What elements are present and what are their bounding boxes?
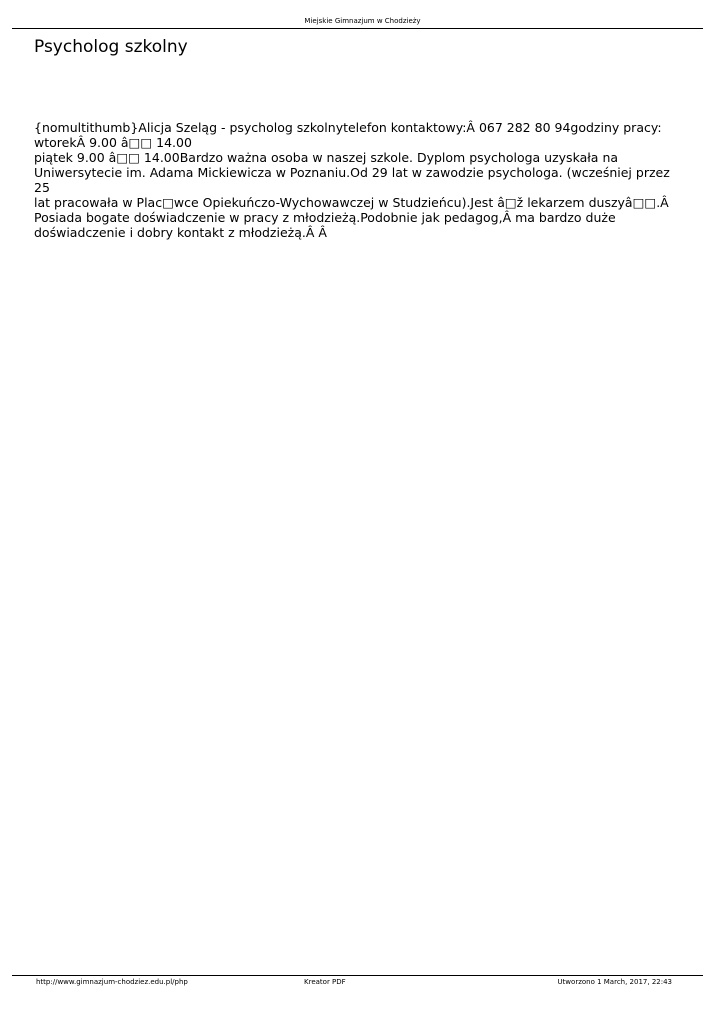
footer-created-date: Utworzono 1 March, 2017, 22:43 — [557, 978, 672, 986]
article-line: doświadczenie i dobry kontakt z młodzieżą.Â Â — [34, 225, 327, 240]
article-body — [34, 120, 684, 240]
article-line: lat pracowała w Plac□wce Opiekuńczo-Wychowawczej w Studzieńcu).Jest â□ž lekarzem duszyâ□□.Â — [34, 195, 669, 210]
article-line: piątek 9.00 â□□ 14.00Bardzo ważna osoba w naszej szkole. Dyplom psychologa uzyskała na — [34, 150, 619, 165]
article-line: {nomultithumb}Alicja Szeląg - psycholog szkolnytelefon kontaktowy:Â 067 282 80 94godziny pracy: — [34, 120, 662, 135]
footer-divider — [12, 975, 703, 976]
article-line: Posiada bogate doświadczenie w pracy z młodzieżą.Podobnie jak pedagog,Â ma bardzo duże — [34, 210, 616, 225]
header-divider — [12, 28, 703, 29]
article-line: wtorekÂ 9.00 â□□ 14.00 — [34, 135, 192, 150]
footer-url: http://www.gimnazjum-chodziez.edu.pl/php — [36, 978, 188, 986]
header-site-title: Miejskie Gimnazjum w Chodzieży — [304, 17, 421, 25]
page-title: Psycholog szkolny — [34, 37, 188, 57]
footer-generator: Kreator PDF — [304, 978, 346, 986]
page-footer — [36, 977, 672, 987]
article-line: Uniwersytecie im. Adama Mickiewicza w Poznaniu.Od 29 lat w zawodzie psychologa. (wcześniej przez 25 — [34, 165, 670, 195]
